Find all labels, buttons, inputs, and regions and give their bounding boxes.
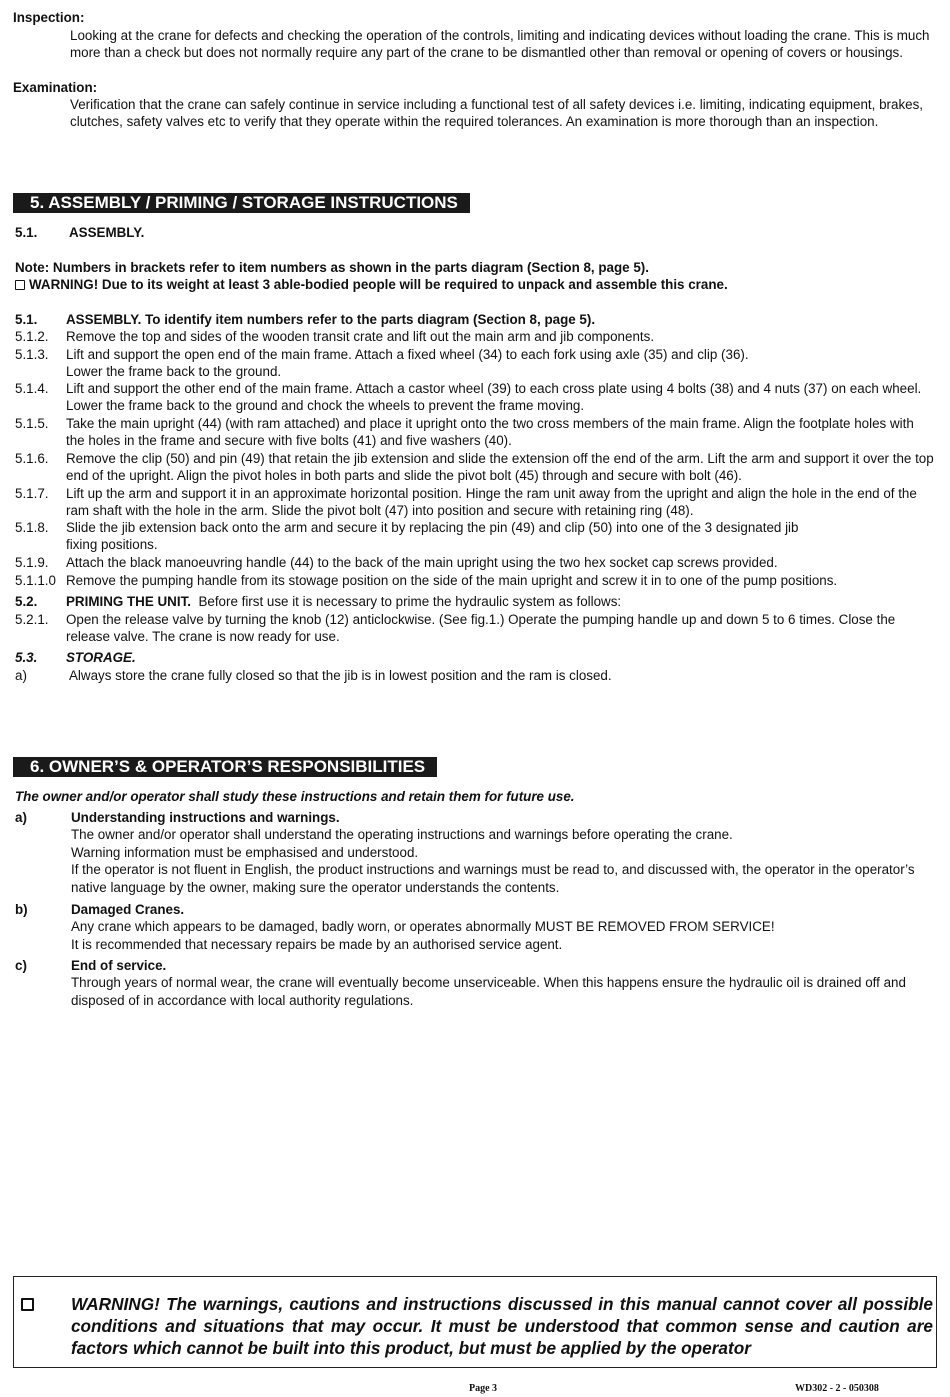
- definition-examination: Verification that the crane can safely continue in service including a functional test of all safety devices i.e. limiting, indicating equipment, brakes, clutches, safety valves etc to verify that they operate within the required tolerances. An examination is more thorough than an inspection.: [70, 97, 924, 130]
- subsection-number: 5.1.: [15, 225, 38, 240]
- step-text: Always store the crane fully closed so that the jib is in lowest position and the ram is closed.: [69, 668, 612, 683]
- warning-text: WARNING! Due to its weight at least 3 able-bodied people will be required to unpack and assemble this crane.: [29, 277, 728, 292]
- step-text: Remove the pumping handle from its stowage position on the side of the main upright and screw it in to one of the pump positions.: [66, 573, 838, 588]
- term-inspection: Inspection:: [13, 10, 85, 25]
- step-number: 5.1.4.: [15, 381, 49, 396]
- step-text-continued: Lower the frame back to the ground.: [66, 364, 282, 379]
- item-line: It is recommended that necessary repairs be made by an authorised service agent.: [71, 936, 563, 952]
- step-text: ASSEMBLY. To identify item numbers refer to the parts diagram (Section 8, page 5).: [66, 312, 596, 327]
- item-line: The owner and/or operator shall understand the operating instructions and warnings before operating the crane.: [71, 827, 733, 843]
- step-number: 5.1.2.: [15, 329, 49, 344]
- step-number: 5.1.3.: [15, 347, 49, 362]
- step-number: 5.1.: [15, 312, 38, 327]
- storage-number: 5.3.: [15, 650, 38, 665]
- parts-note: Note: Numbers in brackets refer to item numbers as shown in the parts diagram (Section 8, page 5).: [15, 260, 649, 275]
- step-text: Lift up the arm and support it in an approximate horizontal position. Hinge the ram unit away from the upright and align the hole in the end of the ram shaft with the hole in the arm. Slide the pivot bolt (47) into position and secure with retaining ring (48).: [66, 486, 917, 519]
- item-line: If the operator is not fluent in English, the product instructions and warnings must be read to, and discussed with, the operator in the operator’s native language by the owner, making sure the operator understands the contents.: [71, 862, 915, 895]
- step-number: 5.1.6.: [15, 451, 49, 466]
- definition-inspection: Looking at the crane for defects and checking the operation of the controls, limiting and indicating devices without loading the crane. This is much more than a check but does not normally require any part of the crane to be dismantled other than removal or opening of covers or housings.: [70, 28, 930, 61]
- warning-box: [13, 1276, 937, 1368]
- item-line: Any crane which appears to be damaged, badly worn, or operates abnormally MUST BE REMOVED FROM SERVICE!: [71, 919, 775, 935]
- step-text: Take the main upright (44) (with ram attached) and place it upright onto the two cross members of the main frame. Align the footplate holes with the holes in the frame and secure with five bolts (41) and five washers (40).: [66, 416, 914, 449]
- subsection-title: ASSEMBLY.: [69, 225, 145, 240]
- section-6-heading: 6. OWNER’S & OPERATOR’S RESPONSIBILITIES: [13, 757, 437, 777]
- step-text: Lift and support the open end of the main frame. Attach a fixed wheel (34) to each fork using axle (35) and clip (36).: [66, 347, 749, 362]
- storage-title: STORAGE.: [66, 650, 136, 665]
- section-5-heading: 5. ASSEMBLY / PRIMING / STORAGE INSTRUCTIONS: [13, 193, 470, 213]
- step-number: 5.1.7.: [15, 486, 49, 501]
- item-title: End of service.: [71, 958, 167, 973]
- checkbox-icon: [21, 1298, 34, 1311]
- step-text: Lift and support the other end of the main frame. Attach a castor wheel (39) to each cross plate using 4 bolts (38) and 4 nuts (37) on each wheel. Lower the frame back to the ground and chock the wheels to prevent the frame moving.: [66, 381, 922, 414]
- section-6-intro: The owner and/or operator shall study these instructions and retain them for future use.: [15, 789, 575, 804]
- item-line: Through years of normal wear, the crane will eventually become unserviceable. When this happens ensure the hydraulic oil is drained off and disposed of in accordance with local authority regulations.: [71, 975, 906, 1008]
- step-number: a): [15, 668, 27, 683]
- step-text: Open the release valve by turning the knob (12) anticlockwise. (See fig.1.) Operate the pumping handle up and down 5 to 6 times. Close the release valve. The crane is now ready for use.: [66, 612, 896, 645]
- priming-title: PRIMING THE UNIT.: [66, 594, 191, 609]
- document-code: WD302 - 2 - 050308: [795, 1383, 879, 1394]
- step-number: 5.1.9.: [15, 555, 49, 570]
- step-text: Slide the jib extension back onto the arm and secure it by replacing the pin (49) and clip (50) into one of the 3 designated jib: [66, 520, 799, 535]
- item-number: c): [15, 958, 27, 973]
- step-number: 5.2.1.: [15, 612, 49, 627]
- item-line: Warning information must be emphasised and understood.: [71, 844, 419, 860]
- step-number: 5.1.5.: [15, 416, 49, 431]
- priming-text: Before first use it is necessary to prime the hydraulic system as follows:: [198, 594, 622, 609]
- item-title: Damaged Cranes.: [71, 902, 185, 917]
- item-title: Understanding instructions and warnings.: [71, 810, 340, 825]
- step-number: 5.1.8.: [15, 520, 49, 535]
- step-text: Attach the black manoeuvring handle (44) to the back of the main upright using the two hex socket cap screws provided.: [66, 555, 778, 570]
- priming-number: 5.2.: [15, 594, 38, 609]
- step-text: Remove the clip (50) and pin (49) that retain the jib extension and slide the extension off the end of the arm. Lift the arm and support it over the top end of the upright. Align the pivot holes in both parts and slide the pivot bolt (45) through and secure with bolt (46).: [66, 451, 934, 484]
- step-text: Remove the top and sides of the wooden transit crate and lift out the main arm and jib components.: [66, 329, 655, 344]
- item-number: a): [15, 810, 27, 825]
- step-number: 5.1.1.0: [15, 573, 56, 588]
- item-number: b): [15, 902, 28, 917]
- warning-box-text: WARNING! The warnings, cautions and instructions discussed in this manual cannot cover all possible conditions and situations that may occur. It must be understood that common sense and caution are factors which cannot be built into this product, but must be applied by the operator: [71, 1294, 933, 1358]
- term-examination: Examination:: [13, 80, 98, 95]
- page-number: Page 3: [469, 1383, 498, 1394]
- warning-line: [15, 276, 935, 293]
- checkbox-icon: [15, 280, 25, 290]
- step-text-continued: fixing positions.: [66, 537, 158, 552]
